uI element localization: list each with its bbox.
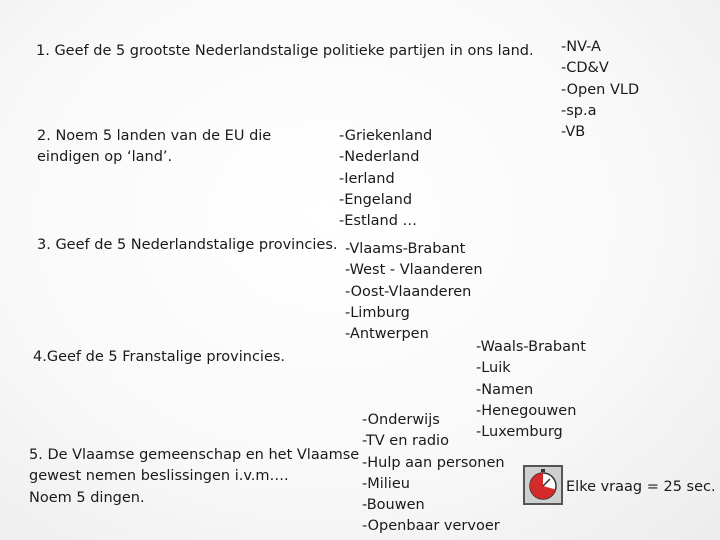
answer-5-6: -Openbaar vervoer xyxy=(362,518,500,535)
answer-4-1: -Waals-Brabant xyxy=(476,339,586,355)
answers-2 xyxy=(339,126,432,232)
answer-4-3: -Namen xyxy=(476,381,534,398)
answer-5-3: -Hulp aan personen xyxy=(362,454,505,471)
answer-5-2: -TV en radio xyxy=(362,433,449,450)
answer-1-1: -NV-A xyxy=(561,39,601,55)
question-5-line-3: Noem 5 dingen. xyxy=(29,489,145,506)
answer-1-5: -VB xyxy=(561,124,586,141)
answer-5-5: -Bouwen xyxy=(362,497,425,514)
answer-3-5: -Antwerpen xyxy=(345,326,429,343)
question-3: 3. Geef de 5 Nederlandstalige provincies. xyxy=(37,237,338,253)
answer-1-4: -sp.a xyxy=(561,102,597,119)
answers-1 xyxy=(561,37,639,143)
answers-5 xyxy=(362,410,505,538)
answer-2-4: -Engeland xyxy=(339,191,413,208)
question-1: 1. Geef de 5 grootste Nederlandstalige politieke partijen in ons land. xyxy=(36,43,534,59)
answer-3-2: -West - Vlaanderen xyxy=(345,262,483,279)
answer-3-3: -Oost-Vlaanderen xyxy=(345,283,472,300)
question-2-line-1: 2. Noem 5 landen van de EU die xyxy=(37,128,272,144)
question-5-line-1: 5. De Vlaamse gemeenschap en het Vlaamse xyxy=(29,447,360,463)
answer-5-1: -Onderwijs xyxy=(362,412,440,428)
answer-1-2: -CD&V xyxy=(561,60,609,77)
answer-1-3: -Open VLD xyxy=(561,81,640,98)
question-5-line-2: gewest nemen beslissingen i.v.m…. xyxy=(29,468,289,485)
answer-4-2: -Luik xyxy=(476,360,511,377)
answer-2-3: -Ierland xyxy=(339,170,395,187)
answer-3-1: -Vlaams-Brabant xyxy=(345,241,466,257)
answer-2-1: -Griekenland xyxy=(339,128,433,144)
question-2 xyxy=(37,126,271,169)
answer-2-5: -Estland … xyxy=(339,213,418,230)
answer-3-4: -Limburg xyxy=(345,304,410,321)
answer-5-4: -Milieu xyxy=(362,475,410,492)
answer-4-4: -Henegouwen xyxy=(476,402,577,419)
timer-label: Elke vraag = 25 sec. xyxy=(566,479,716,495)
answers-3 xyxy=(345,239,483,345)
question-5 xyxy=(29,445,359,509)
answer-4-5: -Luxemburg xyxy=(476,424,563,441)
answer-2-2: -Nederland xyxy=(339,149,420,166)
stopwatch-icon xyxy=(523,465,563,505)
question-2-line-2: eindigen op ‘land’. xyxy=(37,149,173,166)
question-4: 4.Geef de 5 Franstalige provincies. xyxy=(33,349,286,365)
